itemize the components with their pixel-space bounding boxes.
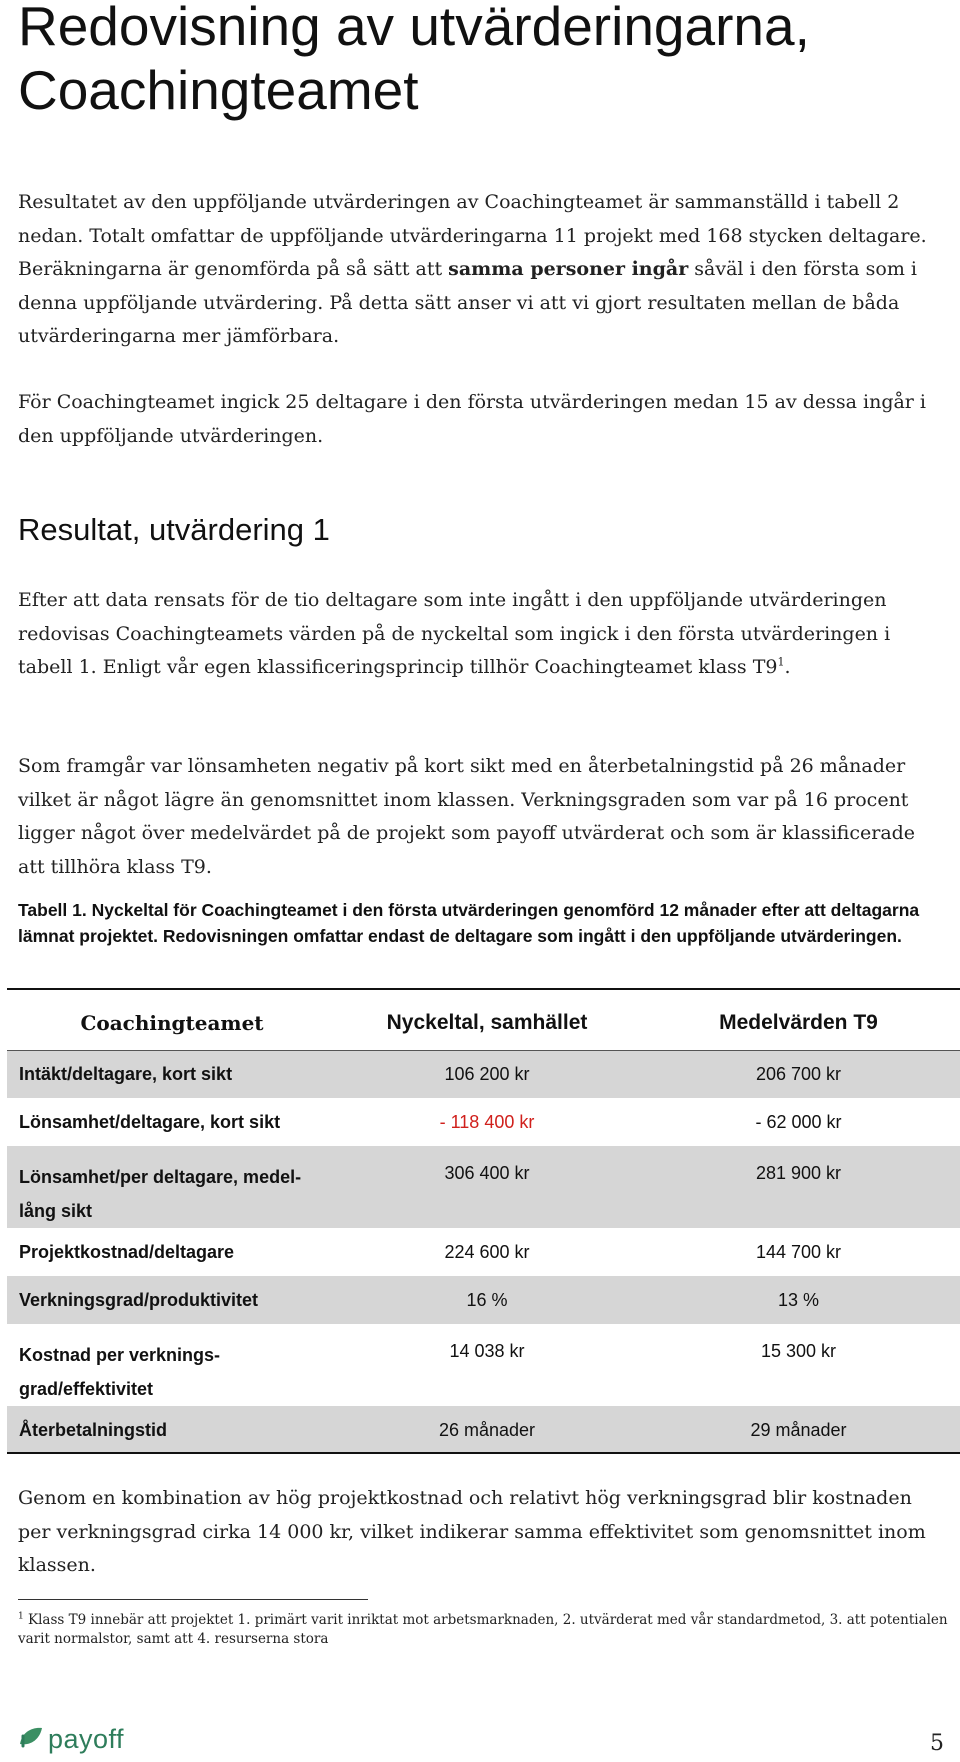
row-value-samhallet: 26 månader	[438, 1419, 536, 1440]
row-label	[7, 1146, 337, 1228]
table-bottom-rule	[7, 1452, 960, 1454]
row-label: Projektkostnad/deltagare	[19, 1241, 235, 1262]
row-value-t9: - 62 000 kr	[755, 1111, 842, 1132]
intro-paragraph-2: För Coachingteamet ingick 25 deltagare i den första utvärderingen medan 15 av dessa ingår i den uppföljande utvärderingen.	[18, 391, 927, 447]
table-row	[7, 1228, 960, 1276]
row-value-samhallet-negative: - 118 400 kr	[439, 1111, 535, 1132]
page-number: 5	[930, 1731, 944, 1756]
title-line-2: Coachingteamet	[18, 59, 419, 121]
row-value-samhallet: 16 %	[466, 1289, 508, 1310]
intro-p1-text-a: Resultatet av den uppföljande utvärderingen av Coachingteamet är sammanställd i tabell 2 nedan. Totalt omfattar de uppföljande utvärderingarna 11 projekt med 168 stycken deltagare. Beräkningarna är genomförda på så sätt att	[18, 191, 927, 280]
conclusion-paragraph: Genom en kombination av hög projektkostnad och relativt hög verkningsgrad blir kostnaden per verkningsgrad cirka 14 000 kr, vilket indikerar samma effektivitet som genomsnittet inom klassen.	[18, 1487, 926, 1576]
table-row	[7, 1406, 960, 1454]
table-row	[7, 1098, 960, 1146]
footnote	[18, 1611, 948, 1649]
row-value-t9: 206 700 kr	[755, 1063, 842, 1084]
row-label-line-1: Kostnad per verknings-	[19, 1345, 221, 1365]
row-value-samhallet: 306 400 kr	[444, 1163, 530, 1183]
section-p3-end: .	[784, 656, 791, 678]
row-label: Verkningsgrad/produktivitet	[19, 1289, 259, 1310]
table-row	[7, 1324, 960, 1406]
key-figures-table	[7, 988, 960, 1454]
payoff-logo-text: payoff	[48, 1723, 125, 1754]
table-row	[7, 1146, 960, 1228]
row-label-line-2: lång sikt	[19, 1201, 93, 1221]
row-value-samhallet: 106 200 kr	[444, 1063, 530, 1084]
row-value-t9: 15 300 kr	[760, 1341, 837, 1361]
row-label: Intäkt/deltagare, kort sikt	[19, 1063, 233, 1084]
header-coachingteamet: Coachingteamet	[80, 1010, 264, 1035]
title-line-1: Redovisning av utvärderingarna,	[18, 0, 810, 57]
section-p3-text: Efter att data rensats för de tio deltagare som inte ingått i den uppföljande utvärderingen redovisas Coachingteamets värden på de nyckeltal som ingick i den första utvärderingen i tabell 1. Enligt vår egen klassificeringsprincip tillhör Coachingteamet klass T9	[18, 589, 891, 678]
row-value-t9: 281 900 kr	[755, 1163, 842, 1183]
row-label: Lönsamhet/deltagare, kort sikt	[19, 1111, 281, 1132]
header-medelvarden: Medelvärden T9	[719, 1010, 878, 1034]
section-heading: Resultat, utvärdering 1	[18, 512, 330, 547]
header-nyckeltal: Nyckeltal, samhället	[386, 1010, 588, 1034]
footnote-separator	[18, 1599, 368, 1600]
footnote-reference: 1	[777, 655, 785, 669]
intro-p1-bold: samma personer ingår	[448, 258, 689, 280]
table-header-row	[7, 988, 960, 1050]
payoff-logo	[18, 1722, 124, 1756]
section-paragraph-1	[18, 584, 943, 685]
row-value-samhallet: 14 038 kr	[449, 1341, 525, 1361]
intro-p1-text-b: såväl i den första som i denna uppföljande utvärdering. På detta sätt anser vi att vi gjort resultaten mellan de båda utvärderingarna mer jämförbara.	[18, 258, 917, 347]
footnote-marker: 1	[18, 1611, 24, 1622]
table-caption: Tabell 1. Nyckeltal för Coachingteamet i den första utvärderingen genomförd 12 månader efter att deltagarna lämnat projektet. Redovisningen omfattar endast de deltagare som ingått i den uppföljande utvärderingen.	[18, 900, 920, 946]
row-label-line-2: grad/effektivitet	[19, 1379, 154, 1399]
section-paragraph-2: Som framgår var lönsamheten negativ på kort sikt med en återbetalningstid på 26 månader vilket är något lägre än genomsnittet inom klassen. Verkningsgraden som var på 16 procent ligger något över medelvärdet på de projekt som payoff utvärderat och som är klassificerade att tillhöra klass T9.	[18, 755, 916, 878]
footnote-text: Klass T9 innebär att projektet 1. primärt varit inriktat mot arbetsmarknaden, 2. utvärderat med vår standardmetod, 3. att potentialen varit normalstor, samt att 4. resurserna stora	[18, 1612, 948, 1647]
row-value-t9: 29 månader	[750, 1419, 847, 1440]
table-header-rule	[7, 1050, 960, 1051]
row-value-samhallet: 224 600 kr	[444, 1241, 530, 1262]
row-label	[7, 1324, 337, 1406]
payoff-leaf-icon	[18, 1724, 44, 1755]
page-title	[18, 0, 938, 122]
row-value-t9: 13 %	[777, 1289, 820, 1310]
table-row	[7, 1050, 960, 1098]
intro-paragraph-1	[18, 186, 943, 354]
table-row	[7, 1276, 960, 1324]
row-label-line-1: Lönsamhet/per deltagare, medel-	[19, 1167, 302, 1187]
row-value-t9: 144 700 kr	[755, 1241, 842, 1262]
row-label: Återbetalningstid	[19, 1419, 168, 1440]
